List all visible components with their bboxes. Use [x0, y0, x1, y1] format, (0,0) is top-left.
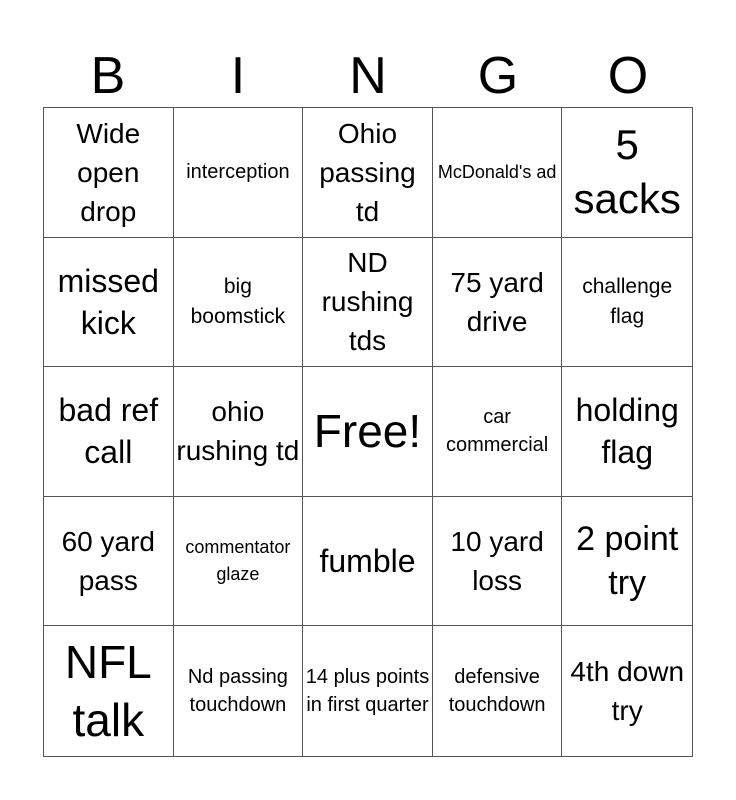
- header-letter-b: B: [90, 47, 126, 105]
- header-letter-o: O: [607, 47, 649, 105]
- cell-text: 2 point try: [576, 520, 679, 603]
- cell-text: big boomstick: [190, 274, 286, 328]
- cell-text: fumble: [319, 543, 416, 580]
- bingo-board: [43, 107, 693, 757]
- cell-text: 60 yard pass: [61, 526, 155, 597]
- cell-text: 75 yard drive: [450, 266, 544, 337]
- bingo-cell[interactable]: [433, 238, 563, 368]
- cell-text: bad ref call: [58, 392, 159, 471]
- cell-text: missed kick: [57, 262, 159, 341]
- cell-text: Wide open drop: [76, 117, 141, 227]
- cell-text: commentator glaze: [185, 537, 291, 585]
- cell-text: Free!: [313, 405, 422, 458]
- cell-text: ohio rushing td: [176, 396, 300, 467]
- bingo-cell[interactable]: [174, 108, 304, 238]
- bingo-cell[interactable]: [303, 497, 433, 627]
- bingo-cell[interactable]: [44, 238, 174, 368]
- bingo-cell[interactable]: [44, 367, 174, 497]
- bingo-cell[interactable]: [44, 497, 174, 627]
- bingo-cell[interactable]: [562, 626, 692, 756]
- cell-text: NFL talk: [64, 636, 152, 747]
- cell-text: interception: [186, 161, 290, 184]
- bingo-header: [43, 44, 693, 108]
- header-letter-i: I: [230, 47, 246, 105]
- bingo-cell[interactable]: [303, 238, 433, 368]
- bingo-cell[interactable]: [174, 238, 304, 368]
- cell-text: Nd passing touchdown: [187, 666, 288, 717]
- bingo-cell[interactable]: [562, 497, 692, 627]
- bingo-cell[interactable]: [174, 367, 304, 497]
- bingo-cell[interactable]: [44, 626, 174, 756]
- bingo-cell-free[interactable]: [303, 367, 433, 497]
- cell-text: McDonald's ad: [437, 161, 557, 182]
- bingo-cell[interactable]: [433, 626, 563, 756]
- bingo-cell[interactable]: [433, 497, 563, 627]
- cell-text: holding flag: [575, 392, 679, 471]
- cell-text: 5 sacks: [573, 121, 681, 223]
- header-letter-n: N: [349, 47, 387, 105]
- bingo-cell[interactable]: [303, 108, 433, 238]
- cell-text: car commercial: [445, 406, 549, 457]
- bingo-cell[interactable]: [303, 626, 433, 756]
- cell-text: 4th down try: [570, 656, 685, 727]
- cell-text: defensive touchdown: [448, 666, 546, 717]
- header-letter-g: G: [477, 47, 519, 105]
- bingo-cell[interactable]: [44, 108, 174, 238]
- bingo-cell[interactable]: [433, 108, 563, 238]
- bingo-cell[interactable]: [562, 367, 692, 497]
- cell-text: 14 plus points in first quarter: [305, 666, 430, 717]
- bingo-cell[interactable]: [562, 238, 692, 368]
- cell-text: challenge flag: [582, 274, 673, 328]
- bingo-cell[interactable]: [174, 626, 304, 756]
- cell-text: Ohio passing td: [319, 117, 416, 227]
- bingo-cell[interactable]: [562, 108, 692, 238]
- bingo-cell[interactable]: [433, 367, 563, 497]
- bingo-cell[interactable]: [174, 497, 304, 627]
- cell-text: ND rushing tds: [321, 247, 414, 357]
- cell-text: 10 yard loss: [450, 526, 544, 597]
